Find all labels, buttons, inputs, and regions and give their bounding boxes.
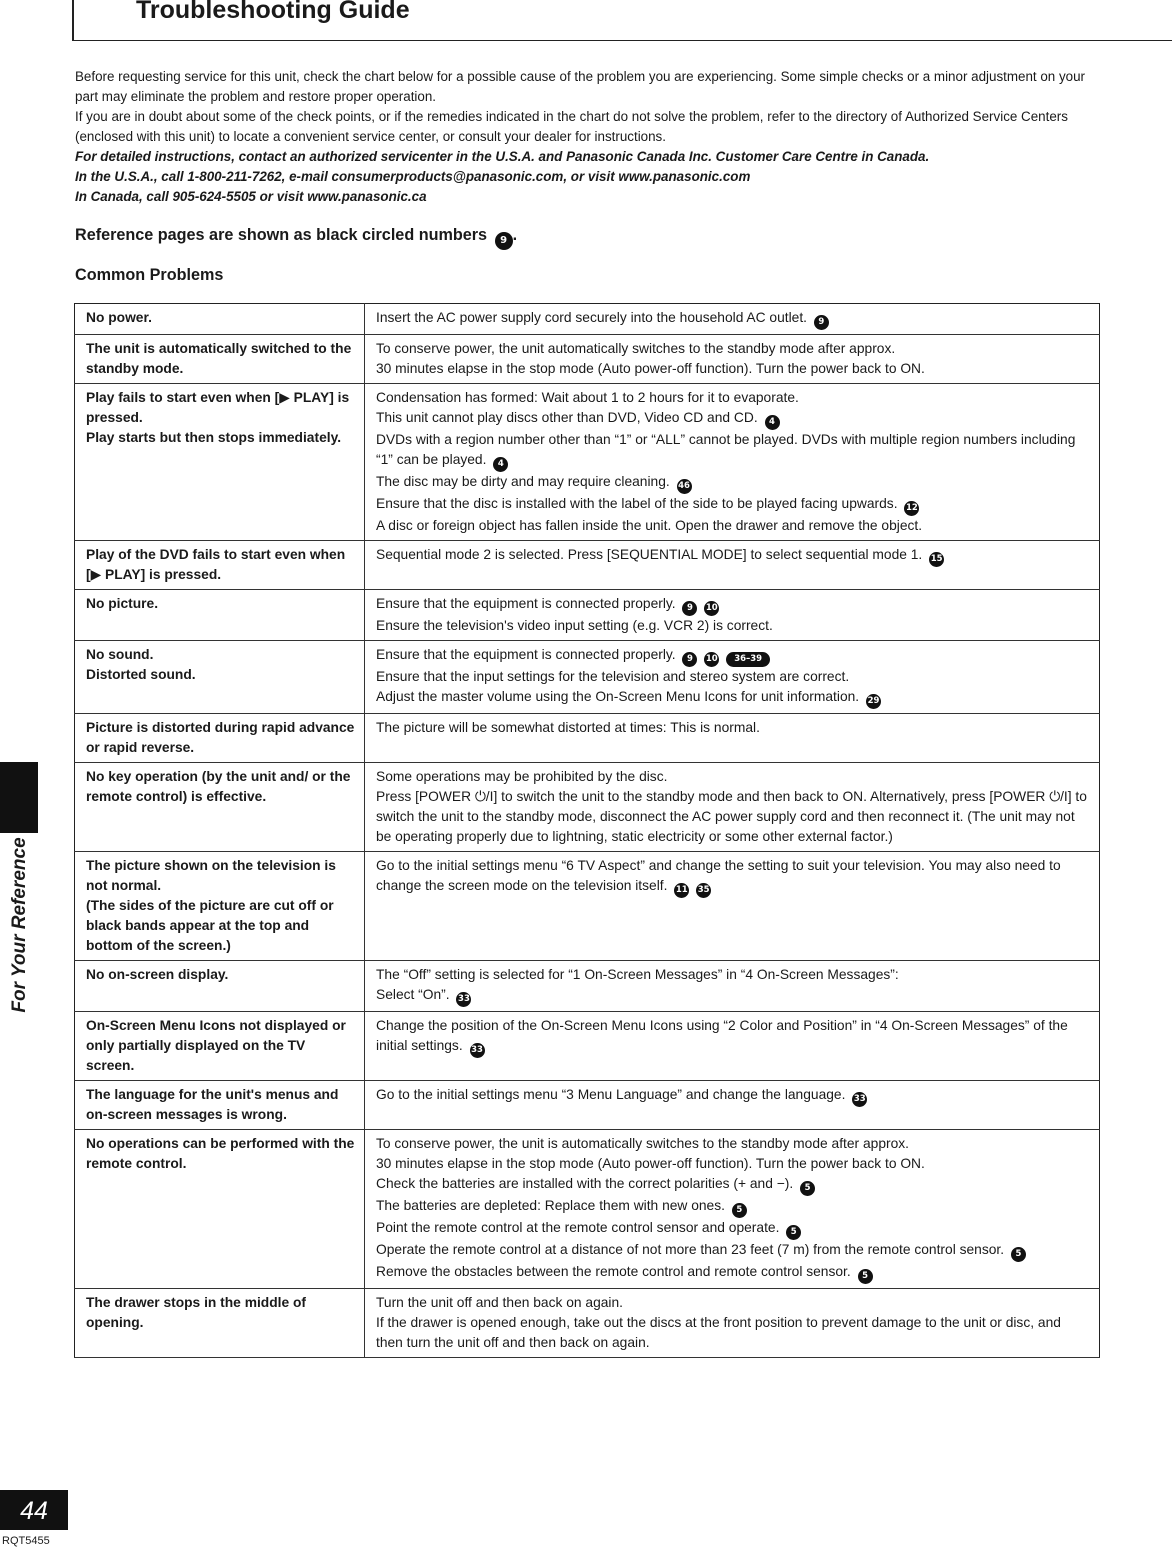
solution-text: Insert the AC power supply cord securely into the household AC outlet. [376, 310, 808, 325]
solution-text: Go to the initial settings menu “3 Menu Language” and change the language. [376, 1087, 846, 1102]
table-row [75, 590, 1100, 641]
intro-paragraph: Before requesting service for this unit, check the chart below for a possible cause of the problem you are experiencing. Some simple checks or a minor adjustment on your part may eliminate the problem and restore proper operation. [75, 69, 1086, 104]
table-row [75, 763, 1100, 852]
problem-cell [75, 304, 365, 335]
reference-note-text: Reference pages are shown as black circled numbers [75, 226, 488, 244]
problem-cell [75, 1012, 365, 1081]
page-ref-icon: 4 [765, 415, 780, 430]
solution-text: Check the batteries are installed with the correct polarities (+ and −). [376, 1176, 794, 1191]
solution-line [376, 1293, 1091, 1313]
solution-text: Adjust the master volume using the On-Screen Menu Icons for unit information. [376, 689, 860, 704]
page-ref-icon: 15 [929, 552, 944, 567]
solution-line [376, 388, 1091, 408]
solution-line [376, 1085, 1091, 1107]
problem-text: (The sides of the picture are cut off or black bands appear at the top and bottom of the screen.) [86, 898, 334, 953]
page-ref-icon: 35 [696, 883, 711, 898]
solution-text: Ensure the television's video input setting (e.g. VCR 2) is correct. [376, 618, 773, 633]
solution-line [376, 1313, 1091, 1353]
page-ref-icon: 29 [866, 694, 881, 709]
page-ref-icon: 9 [495, 232, 513, 250]
solution-line [376, 494, 1091, 516]
side-tab-marker [0, 762, 38, 833]
problem-text: Picture is distorted during rapid advance or rapid reverse. [86, 720, 355, 755]
solution-line [376, 1218, 1091, 1240]
problem-text: Play starts but then stops immediately. [86, 430, 342, 445]
page-ref-icon: 5 [800, 1181, 815, 1196]
solution-line [376, 430, 1091, 472]
problem-text: No key operation (by the unit and/ or the remote control) is effective. [86, 769, 351, 804]
problem-cell [75, 1289, 365, 1358]
problem-cell [75, 590, 365, 641]
contact-info-usa: In the U.S.A., call 1-800-211-7262, e-mail consumerproducts@panasonic.com, or visit www.panasonic.com [75, 169, 751, 184]
problems-table [74, 303, 1100, 1358]
solution-line [376, 965, 1091, 985]
solution-line [376, 408, 1091, 430]
table-row [75, 1130, 1100, 1289]
problem-text: No operations can be performed with the remote control. [86, 1136, 355, 1171]
problem-text: The picture shown on the television is not normal. [86, 858, 336, 893]
solution-text: Ensure that the equipment is connected properly. [376, 596, 676, 611]
problem-text: Play fails to start even when [▶ PLAY] is pressed. [86, 390, 350, 425]
solution-line [376, 856, 1091, 898]
contact-info: For detailed instructions, contact an authorized servicenter in the U.S.A. and Panasonic Canada Inc. Customer Care Centre in Canada. [75, 149, 930, 164]
solution-cell [365, 1081, 1100, 1130]
solution-cell [365, 763, 1100, 852]
contact-info-canada: In Canada, call 905-624-5505 or visit www.panasonic.ca [75, 189, 427, 204]
solution-text: DVDs with a region number other than “1” or “ALL” cannot be played. DVDs with multiple region numbers including “1” can be played. [376, 432, 1076, 467]
solution-line [376, 1174, 1091, 1196]
problem-cell [75, 961, 365, 1012]
solution-text: Press [POWER ⏻/I] to switch the unit to the standby mode and then back to ON. Alternatively, press [POWER ⏻/I] to switch the unit to the standby mode, disconnect the AC power supply cord and then reconnect it. (The unit may not be operating properly due to lightning, static electricity or some other external factor.) [376, 789, 1087, 844]
solution-text: To conserve power, the unit is automatically switches to the standby mode after approx. [376, 1136, 909, 1151]
solution-cell [365, 335, 1100, 384]
table-row [75, 384, 1100, 541]
problem-text: The drawer stops in the middle of opening. [86, 1295, 307, 1330]
page-ref-icon: 33 [470, 1043, 485, 1058]
solution-line [376, 359, 1091, 379]
page-ref-icon: 11 [674, 883, 689, 898]
solution-text: Remove the obstacles between the remote control and remote control sensor. [376, 1264, 851, 1279]
page-ref-icon: 5 [1011, 1247, 1026, 1262]
solution-text: The “Off” setting is selected for “1 On-Screen Messages” in “4 On-Screen Messages”: [376, 967, 899, 982]
solution-line [376, 472, 1091, 494]
problem-text: The language for the unit's menus and on-screen messages is wrong. [86, 1087, 339, 1122]
solution-cell [365, 961, 1100, 1012]
solution-line [376, 1154, 1091, 1174]
problem-text: No sound. [86, 647, 154, 662]
table-row [75, 641, 1100, 714]
solution-cell [365, 1012, 1100, 1081]
solution-text: Condensation has formed: Wait about 1 to 2 hours for it to evaporate. [376, 390, 799, 405]
page-ref-icon: 10 [704, 601, 719, 616]
solution-text: Ensure that the input settings for the television and stereo system are correct. [376, 669, 850, 684]
solution-cell [365, 541, 1100, 590]
solution-text: Ensure that the disc is installed with the label of the side to be played facing upwards. [376, 496, 898, 511]
problem-cell [75, 1130, 365, 1289]
page-number: 44 [0, 1490, 68, 1530]
solution-text: 30 minutes elapse in the stop mode (Auto power-off function). Turn the power back to ON. [376, 1156, 925, 1171]
solution-cell [365, 714, 1100, 763]
solution-line [376, 308, 1091, 330]
title-bar [72, 0, 1172, 41]
problem-text: On-Screen Menu Icons not displayed or only partially displayed on the TV screen. [86, 1018, 346, 1073]
solution-line [376, 767, 1091, 787]
solution-cell [365, 1130, 1100, 1289]
problem-cell [75, 541, 365, 590]
solution-line [376, 339, 1091, 359]
solution-text: Change the position of the On-Screen Menu Icons using “2 Color and Position” in “4 On-Screen Messages” of the initial settings. [376, 1018, 1068, 1053]
page-ref-icon: 36–39 [726, 652, 770, 667]
solution-text: Sequential mode 2 is selected. Press [SEQUENTIAL MODE] to select sequential mode 1. [376, 547, 923, 562]
solution-line [376, 545, 1091, 567]
page-ref-icon: 9 [814, 315, 829, 330]
solution-cell [365, 1289, 1100, 1358]
solution-line [376, 787, 1091, 847]
solution-cell [365, 590, 1100, 641]
table-row [75, 961, 1100, 1012]
page-ref-icon: 12 [904, 501, 919, 516]
solution-text: A disc or foreign object has fallen inside the unit. Open the drawer and remove the object. [376, 518, 923, 533]
intro-paragraph: If you are in doubt about some of the check points, or if the remedies indicated in the chart do not solve the problem, refer to the directory of Authorized Service Centers (enclosed with this unit) to locate a convenient service center, or consult your dealer for instructions. [75, 109, 1068, 144]
page-title: Troubleshooting Guide [136, 0, 410, 24]
reference-note: Reference pages are shown as black circled numbers 9 . [75, 226, 517, 250]
solution-cell [365, 384, 1100, 541]
solution-text: Point the remote control at the remote control sensor and operate. [376, 1220, 780, 1235]
page-ref-icon: 9 [682, 652, 697, 667]
intro-text [75, 67, 1105, 207]
solution-text: Go to the initial settings menu “6 TV Aspect” and change the setting to suit your television. You may also need to change the screen mode on the television itself. [376, 858, 1061, 893]
page-ref-icon: 5 [786, 1225, 801, 1240]
solution-line [376, 516, 1091, 536]
solution-line [376, 718, 1091, 738]
solution-text: The batteries are depleted: Replace them with new ones. [376, 1198, 725, 1213]
solution-text: Some operations may be prohibited by the disc. [376, 769, 668, 784]
solution-line [376, 616, 1091, 636]
solution-line [376, 667, 1091, 687]
solution-line [376, 1262, 1091, 1284]
solution-line [376, 1134, 1091, 1154]
problem-cell [75, 714, 365, 763]
solution-text: The disc may be dirty and may require cleaning. [376, 474, 670, 489]
problem-cell [75, 641, 365, 714]
problem-text: Distorted sound. [86, 667, 196, 682]
page-ref-icon: 33 [456, 992, 471, 1007]
solution-text: 30 minutes elapse in the stop mode (Auto power-off function). Turn the power back to ON. [376, 361, 925, 376]
side-tab-label: For Your Reference [9, 837, 30, 1013]
solution-line [376, 687, 1091, 709]
solution-text: To conserve power, the unit automatically switches to the standby mode after approx. [376, 341, 896, 356]
solution-line [376, 594, 1091, 616]
page-ref-icon: 33 [852, 1092, 867, 1107]
solution-cell [365, 304, 1100, 335]
table-row [75, 852, 1100, 961]
problem-cell [75, 335, 365, 384]
solution-cell [365, 852, 1100, 961]
table-row [75, 1012, 1100, 1081]
solution-text: The picture will be somewhat distorted at times: This is normal. [376, 720, 760, 735]
solution-text: Ensure that the equipment is connected properly. [376, 647, 676, 662]
problem-text: No on-screen display. [86, 967, 229, 982]
solution-line [376, 645, 1091, 667]
table-row [75, 714, 1100, 763]
page-ref-icon: 5 [732, 1203, 747, 1218]
solution-text: Select “On”. [376, 987, 450, 1002]
table-row [75, 1289, 1100, 1358]
problem-cell [75, 384, 365, 541]
solution-text: This unit cannot play discs other than DVD, Video CD and CD. [376, 410, 758, 425]
problem-cell [75, 852, 365, 961]
solution-text: Turn the unit off and then back on again. [376, 1295, 623, 1310]
solution-line [376, 1196, 1091, 1218]
solution-line [376, 1016, 1091, 1058]
table-row [75, 304, 1100, 335]
table-row [75, 1081, 1100, 1130]
table-row [75, 541, 1100, 590]
page-ref-icon: 4 [493, 457, 508, 472]
problem-text: Play of the DVD fails to start even when [▶ PLAY] is pressed. [86, 547, 346, 582]
section-title: Common Problems [75, 266, 224, 284]
page-ref-icon: 10 [704, 652, 719, 667]
problem-cell [75, 763, 365, 852]
problem-text: The unit is automatically switched to the standby mode. [86, 341, 352, 376]
problem-cell [75, 1081, 365, 1130]
document-code: RQT5455 [2, 1535, 50, 1547]
solution-text: If the drawer is opened enough, take out the discs at the front position to prevent damage to the unit or disc, and then turn the unit off and then back on again. [376, 1315, 1061, 1350]
solution-cell [365, 641, 1100, 714]
solution-line [376, 1240, 1091, 1262]
page-ref-icon: 46 [677, 479, 692, 494]
solution-line [376, 985, 1091, 1007]
page-ref-icon: 9 [682, 601, 697, 616]
solution-text: Operate the remote control at a distance of not more than 23 feet (7 m) from the remote control sensor. [376, 1242, 1005, 1257]
problem-text: No picture. [86, 596, 159, 611]
table-row [75, 335, 1100, 384]
page-ref-icon: 5 [858, 1269, 873, 1284]
problem-text: No power. [86, 310, 152, 325]
